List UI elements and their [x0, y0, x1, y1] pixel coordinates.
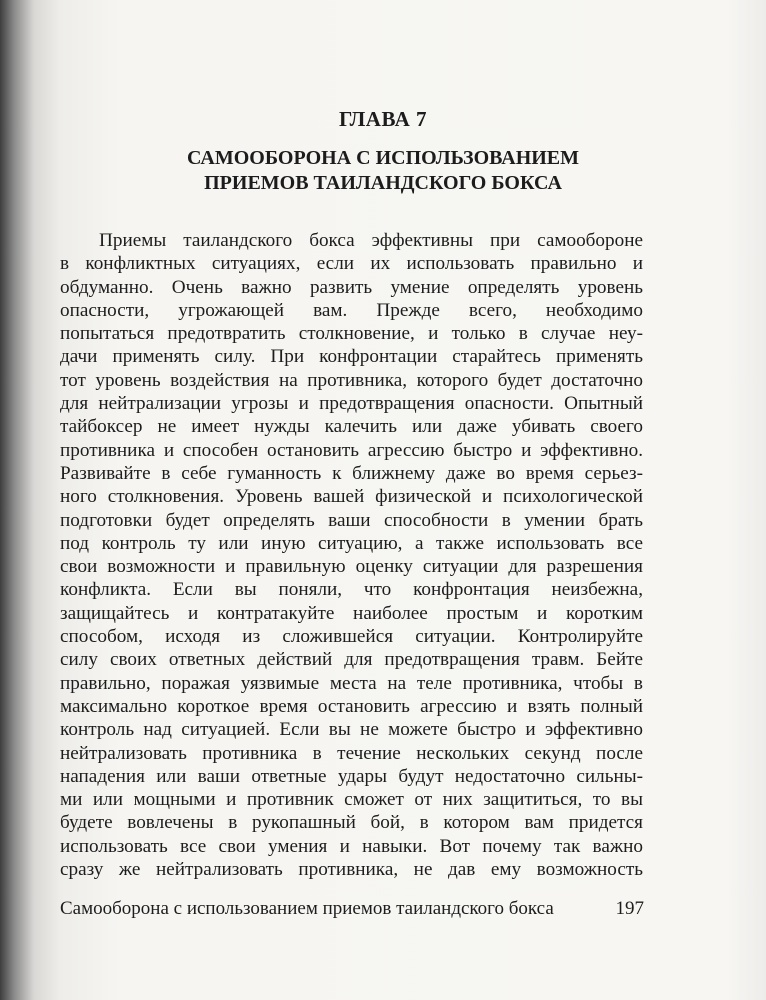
- body-paragraph: [60, 229, 643, 881]
- running-title: Самооборона с использованием приемов таиландского бокса: [60, 898, 554, 919]
- text-line: силу своих ответных действий для предотвращения травм. Бейте: [60, 649, 643, 671]
- text-line: Приемы таиландского бокса эффективны при самообороне: [99, 230, 643, 251]
- text-line: под контроль ту или иную ситуацию, а также использовать все: [60, 532, 643, 554]
- text-line: опасности, угрожающей вам. Прежде всего, необходимо: [60, 299, 643, 321]
- chapter-title: [0, 146, 766, 196]
- text-line: тот уровень воздействия на противника, которого будет достаточно: [60, 369, 643, 391]
- text-line: ми или мощными и противник сможет от них защититься, то вы: [60, 789, 643, 811]
- text-line: максимально короткое время остановить агрессию и взять полный: [60, 695, 643, 717]
- text-line: попытаться предотвратить столкновение, и только в случае неу-: [60, 323, 643, 345]
- text-line: подготовки будет определять ваши способности в умении брать: [60, 509, 643, 531]
- text-line: ного столкновения. Уровень вашей физической и психологической: [60, 486, 643, 508]
- text-line: в конфликтных ситуациях, если их использовать правильно и: [60, 253, 643, 275]
- text-line: нападения или ваши ответные удары будут недостаточно сильны-: [60, 765, 643, 787]
- text-line: Развивайте в себе гуманность к ближнему даже во время серьез-: [60, 462, 643, 484]
- text-line: защищайтесь и контратакуйте наиболее простым и коротким: [60, 602, 643, 624]
- text-line: тайбоксер не имеет нужды калечить или даже убивать своего: [60, 416, 643, 438]
- text-line: сразу же нейтрализовать противника, не дав ему возможность: [60, 859, 643, 881]
- chapter-title-line-1: САМООБОРОНА С ИСПОЛЬЗОВАНИЕМ: [186, 147, 580, 169]
- text-line: использовать все свои умения и навыки. Вот почему так важно: [60, 835, 643, 857]
- chapter-title-line-2: ПРИЕМОВ ТАИЛАНДСКОГО БОКСА: [204, 172, 562, 194]
- text-line: свои возможности и правильную оценку ситуации для разрешения: [60, 556, 643, 578]
- text-line: нейтрализовать противника в течение нескольких секунд после: [60, 742, 643, 764]
- text-line: будете вовлечены в рукопашный бой, в котором вам придется: [60, 812, 643, 834]
- text-line: конфликта. Если вы поняли, что конфронтация неизбежна,: [60, 579, 643, 601]
- text-line: контроль над ситуацией. Если вы не можете быстро и эффективно: [60, 719, 643, 741]
- chapter-number: ГЛАВА 7: [338, 107, 428, 131]
- text-line: способом, исходя из сложившейся ситуации. Контролируйте: [60, 626, 643, 648]
- text-line: противника и способен остановить агрессию быстро и эффективно.: [60, 439, 643, 461]
- text-line: для нейтрализации угрозы и предотвращения опасности. Опытный: [60, 393, 643, 415]
- text-line: дачи применять силу. При конфронтации старайтесь применять: [60, 346, 643, 368]
- page-number: 197: [615, 898, 644, 919]
- page-footer: [60, 898, 644, 924]
- text-line: правильно, поражая уязвимые места на теле противника, чтобы в: [60, 672, 643, 694]
- text-line: обдуманно. Очень важно развить умение определять уровень: [60, 276, 643, 298]
